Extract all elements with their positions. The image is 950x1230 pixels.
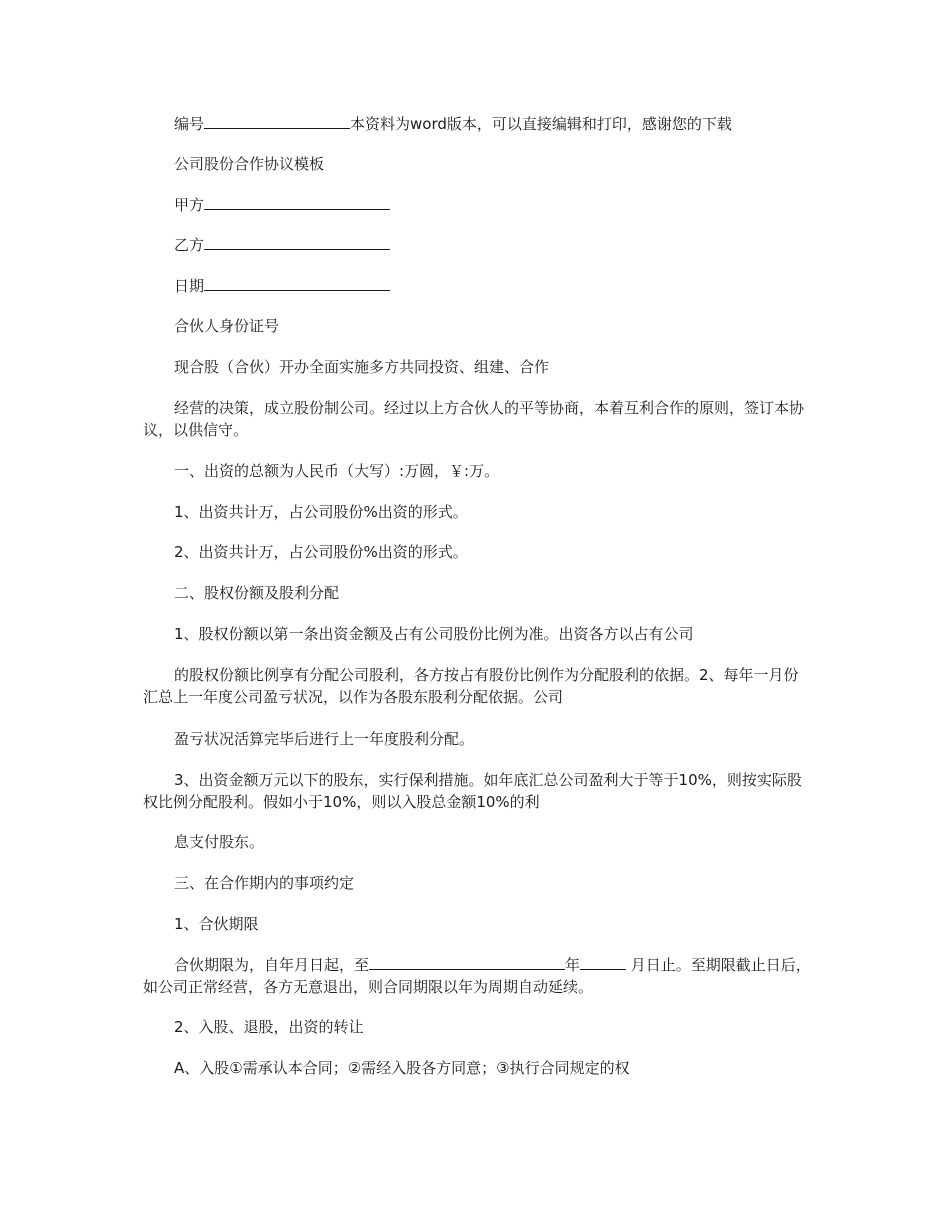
party-b-label: 乙方 — [174, 236, 205, 254]
section-3-sub-1: 1、合伙期限 — [174, 915, 259, 933]
section-2-item-1: 1、股权份额以第一条出资金额及占有公司股份比例为准。出资各方以占有公司 — [174, 625, 694, 643]
term-year-blank — [369, 955, 565, 970]
party-a-line — [143, 194, 811, 216]
section-1-item-1: 1、出资共计万，占公司股份%出资的形式。 — [174, 503, 468, 521]
term-text-start: 合伙期限为，自年月日起，至 — [174, 956, 370, 974]
term-month-blank — [580, 955, 626, 970]
intro-paragraph-2: 经营的决策，成立股份制公司。经过以上方合伙人的平等协商，本着互利合作的原则，签订本协议，以供信守。 — [143, 399, 805, 439]
term-year-label: 年 — [565, 956, 581, 974]
header-line — [143, 113, 811, 135]
document-title: 公司股份合作协议模板 — [174, 155, 325, 173]
header-notice: 本资料为word版本，可以直接编辑和打印，感谢您的下载 — [350, 115, 732, 133]
section-2-title: 二、股权份额及股利分配 — [174, 584, 340, 602]
intro-paragraph-1: 现合股（合伙）开办全面实施多方共同投资、组建、合作 — [174, 358, 550, 376]
date-label: 日期 — [174, 277, 205, 295]
term-text-end: 月日止。至期限截止日后，如公司正常经营，各方无意退出，则合同期限以年为周期自动延续。 — [143, 956, 811, 996]
party-b-blank — [204, 235, 390, 250]
header-number-blank — [204, 114, 350, 129]
date-line — [143, 275, 811, 297]
party-a-label: 甲方 — [174, 196, 205, 214]
section-2-item-2-continued: 盈亏状况活算完毕后进行上一年度股利分配。 — [174, 730, 475, 748]
section-1-title: 一、出资的总额为人民币（大写）:万圆，￥:万。 — [174, 462, 500, 480]
partnership-term-paragraph — [143, 954, 811, 998]
section-2-item-3: 3、出资金额万元以下的股东，实行保利措施。如年底汇总公司盈利大于等于10%，则按实际股权比例分配股利。假如小于10%，则以入股总金额10%的利 — [143, 771, 802, 811]
section-3-sub-2: 2、入股、退股，出资的转让 — [174, 1018, 364, 1036]
section-2-item-1-continued: 的股权份额比例享有分配公司股利，各方按占有股份比例作为分配股利的依据。2、每年一月份汇总上一年度公司盈亏状况，以作为各股东股利分配依据。公司 — [143, 666, 799, 706]
section-1-item-2: 2、出资共计万，占公司股份%出资的形式。 — [174, 543, 468, 561]
party-b-line — [143, 234, 811, 256]
partner-id-line: 合伙人身份证号 — [174, 317, 280, 335]
party-a-blank — [204, 195, 390, 210]
section-3-title: 三、在合作期内的事项约定 — [174, 874, 355, 892]
date-blank — [204, 276, 390, 291]
section-3-item-a: A、入股①需承认本合同；②需经入股各方同意；③执行合同规定的权 — [174, 1059, 630, 1077]
header-number-label: 编号 — [174, 115, 205, 133]
section-2-item-3-continued: 息支付股东。 — [174, 833, 265, 851]
